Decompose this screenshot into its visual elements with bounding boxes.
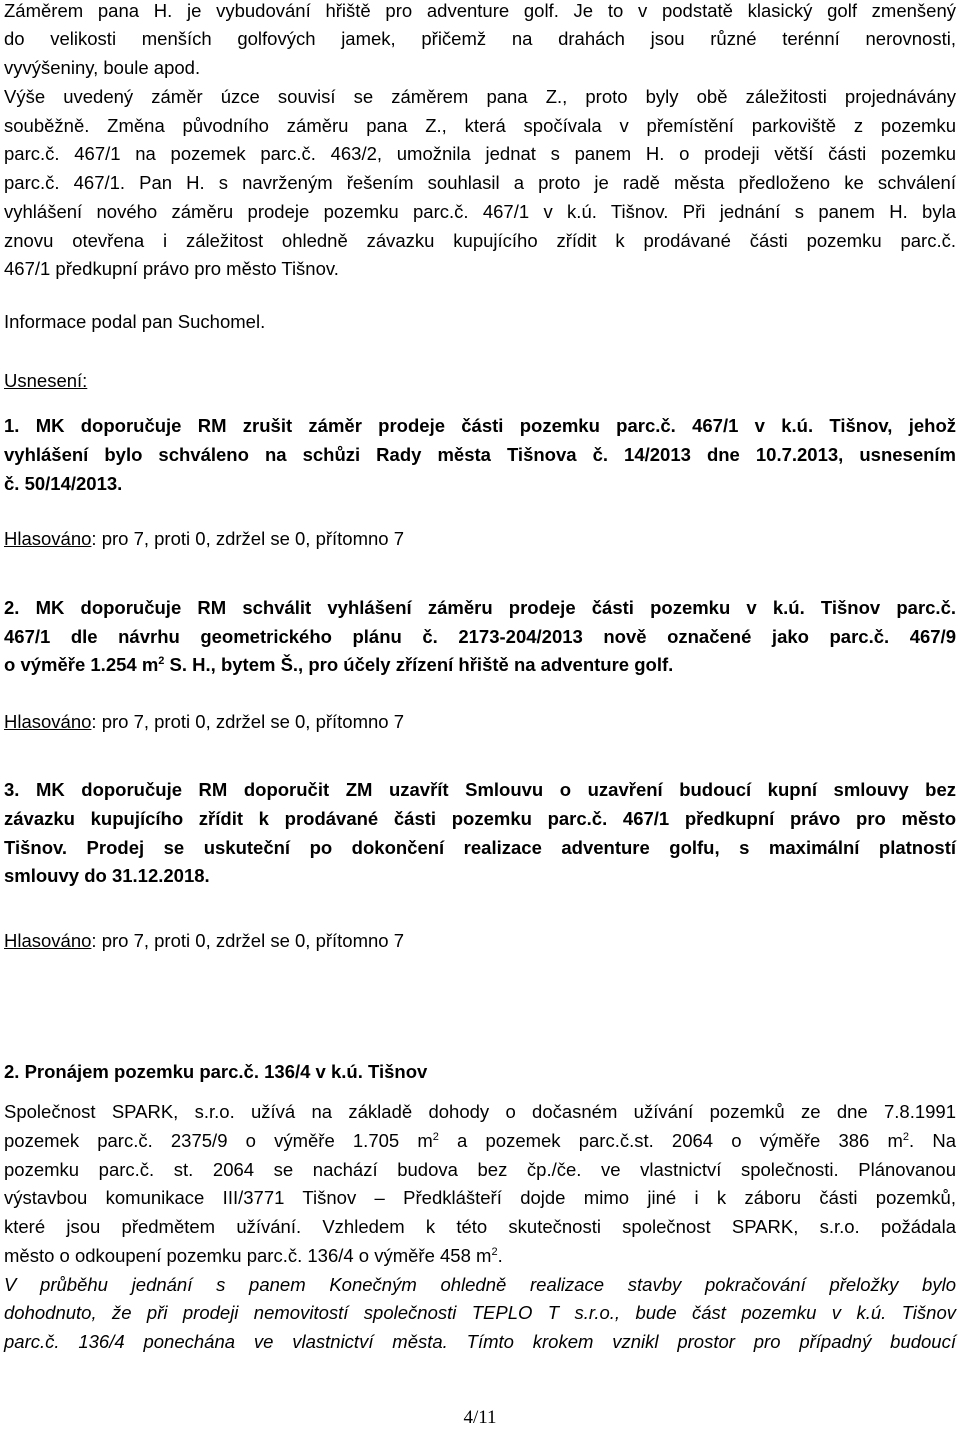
vote-text: : pro 7, proti 0, zdržel se 0, přítomno 7 [91,930,405,951]
resolution-line: Tišnov. Prodej se uskuteční po dokončení realizace adventure golfu, s maximální platností [4,837,956,858]
vote-line [4,528,956,550]
paragraph-line: pozemku parc.č. st. 2064 se nachází budova bez čp./če. ve vlastnictví společnosti. Plánovanou [4,1159,956,1180]
paragraph-line: které jsou předmětem užívání. Vzhledem k této skutečnosti společnost SPARK, s.r.o. požádala [4,1216,956,1237]
resolution-heading: Usnesení: [4,370,88,391]
intro-line: Záměrem pana H. je vybudování hřiště pro adventure golf. Je to v podstatě klasický golf zmenšený [4,0,956,21]
vote-label: Hlasováno [4,711,92,732]
resolution-line: o výměře 1.254 $m^2$ S. H., bytem Š., pro účely zřízení hřiště na adventure golf. [4,654,674,675]
resolution-line: 2. MK doporučuje RM schválit vyhlášení záměru prodeje části pozemku v k.ú. Tišnov parc.č. [4,597,956,618]
paragraph-line: město o odkoupení pozemku parc.č. 136/4 o výměře 458 $m^2$. [4,1245,503,1266]
resolution-line: vyhlášení bylo schváleno na schůzi Rady města Tišnova č. 14/2013 dne 10.7.2013, usnesením [4,444,956,465]
resolution-line: 467/1 dle návrhu geometrického plánu č. 2173-204/2013 nově označené jako parc.č. 467/9 [4,626,956,647]
intro-line: vyvýšeniny, boule apod. [4,57,201,78]
page-number: 4/11 [463,1407,497,1428]
intro-line: do velikosti menších golfových jamek, přičemž na drahách jsou různé terénní nerovnosti, [4,28,956,49]
intro-line: znovu otevřena i záležitost ohledně závazku kupujícího zřídit k prodávané části pozemku parc.č. [4,230,956,251]
intro-line: vyhlášení nového záměru prodeje pozemku parc.č. 467/1 v k.ú. Tišnov. Při jednání s panem H. byla [4,201,956,222]
paragraph-line: V průběhu jednání s panem Konečným ohledně realizace stavby pokračování přeložky bylo [4,1274,956,1295]
resolution-line: 1. MK doporučuje RM zrušit záměr prodeje části pozemku parc.č. 467/1 v k.ú. Tišnov, jehož [4,415,956,436]
info-line: Informace podal pan Suchomel. [4,311,266,332]
paragraph-line: dohodnuto, že při prodeji nemovitostí společnosti TEPLO T s.r.o., bude část pozemku v k.ú. Tišnov [4,1302,956,1323]
intro-line: parc.č. 467/1 na pozemek parc.č. 463/2, umožnila jednat s panem H. o prodeji větší části pozemku [4,143,956,164]
resolution-line: závazku kupujícího zřídit k prodávané části pozemku parc.č. 467/1 předkupní právo pro město [4,808,956,829]
section-heading: 2. Pronájem pozemku parc.č. 136/4 v k.ú. Tišnov [4,1061,428,1082]
vote-line [4,711,956,733]
paragraph-line: pozemek parc.č. 2375/9 o výměře 1.705 $m^2$ a pozemek parc.č.st. 2064 o výměře 386 $m^2$. Na [4,1130,956,1151]
vote-text: : pro 7, proti 0, zdržel se 0, přítomno 7 [91,528,405,549]
resolution-line: 3. MK doporučuje RM doporučit ZM uzavřít Smlouvu o uzavření budoucí kupní smlouvy bez [4,779,956,800]
vote-label: Hlasováno [4,528,92,549]
paragraph-line: Společnost SPARK, s.r.o. užívá na základě dohody o dočasném užívání pozemků ze dne 7.8.1991 [4,1101,956,1122]
vote-text: : pro 7, proti 0, zdržel se 0, přítomno 7 [91,711,405,732]
intro-line: parc.č. 467/1. Pan H. s navrženým řešením souhlasil a proto je radě města předloženo ke schválení [4,172,956,193]
paragraph-line: výstavbou komunikace III/3771 Tišnov – Předklášteří dojde mimo jiné i k záboru části pozemků, [4,1187,956,1208]
vote-line [4,930,956,952]
intro-line: Výše uvedený záměr úzce souvisí se záměrem pana Z., proto byly obě záležitosti projednávány [4,86,956,107]
paragraph-line: parc.č. 136/4 ponechána ve vlastnictví města. Tímto krokem vznikl prostor pro případný budoucí [4,1331,956,1352]
resolution-line: č. 50/14/2013. [4,473,123,494]
resolution-line: smlouvy do 31.12.2018. [4,865,210,886]
vote-label: Hlasováno [4,930,92,951]
intro-line: souběžně. Změna původního záměru pana Z., která spočívala v přemístění parkoviště z pozemku [4,115,956,136]
intro-line: 467/1 předkupní právo pro město Tišnov. [4,258,339,279]
